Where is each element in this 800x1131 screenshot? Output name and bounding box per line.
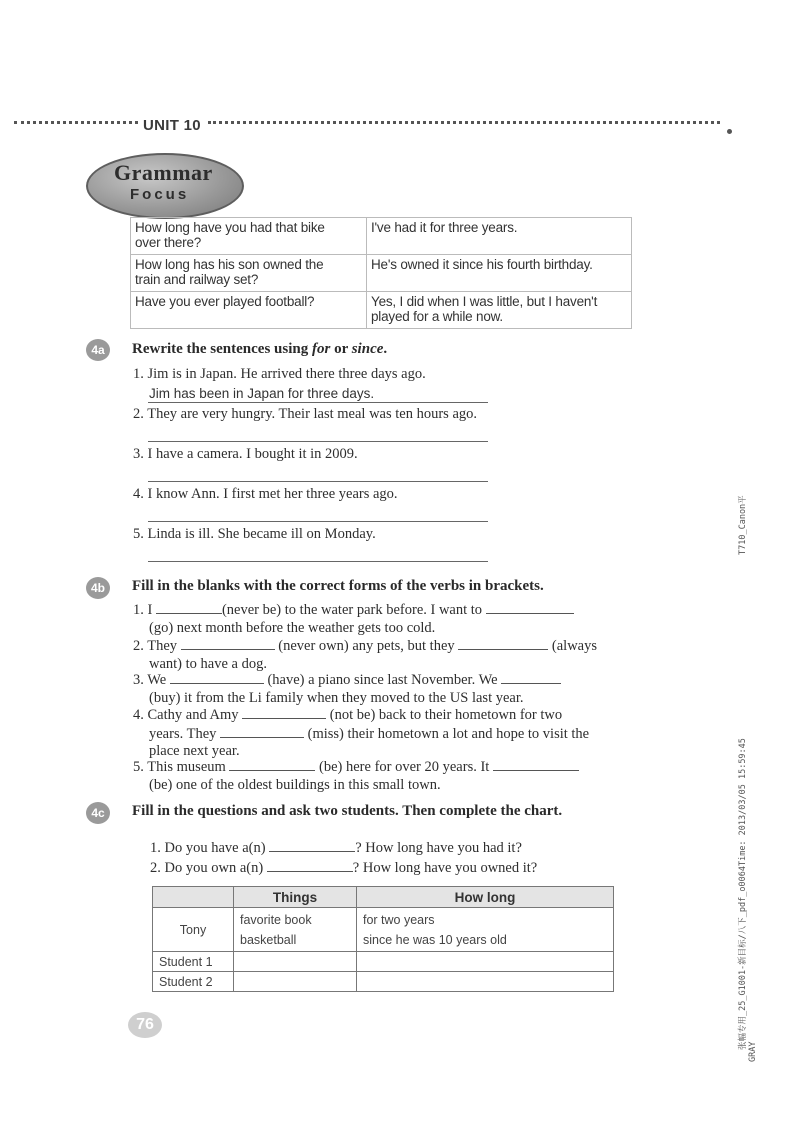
student-name: Tony xyxy=(153,908,234,952)
answer-line-2[interactable] xyxy=(148,441,488,442)
blank-input[interactable] xyxy=(170,671,264,684)
grammar-title: Grammar xyxy=(114,160,213,185)
exercise-4b-item-4: 4. Cathy and Amy (not be) back to their hometown for two years. They (miss) their hometown a lot and hope to visit the place next year. xyxy=(133,707,590,759)
blank-input[interactable] xyxy=(269,839,355,852)
table-row xyxy=(153,952,614,972)
blank-input[interactable] xyxy=(501,671,561,684)
focus-title: Focus xyxy=(130,186,190,203)
section-4b-icon: 4b xyxy=(86,577,110,599)
blank-input[interactable] xyxy=(458,637,548,650)
table-row xyxy=(153,972,614,992)
things-cell: favorite book basketball xyxy=(234,908,357,952)
chart-header-things: Things xyxy=(234,887,357,908)
header-dotted-rule-right xyxy=(208,121,720,138)
answer-line-3[interactable] xyxy=(148,481,488,482)
answer-line-1[interactable] xyxy=(148,402,488,403)
grammar-question: How long have you had that bike over there? xyxy=(131,218,367,255)
exercise-4a-item-5: 5. Linda is ill. She became ill on Monday. xyxy=(133,526,376,542)
exercise-4a-item-2: 2. They are very hungry. Their last meal was ten hours ago. xyxy=(133,406,478,422)
blank-input[interactable] xyxy=(267,859,353,872)
margin-stamp-gray: GRAY xyxy=(748,1041,758,1062)
answer-line-5[interactable] xyxy=(148,561,488,562)
blank-input[interactable] xyxy=(220,725,304,738)
exercise-4b-item-5: 5. This museum (be) here for over 20 years. It (be) one of the oldest buildings in this small town. xyxy=(133,758,633,794)
blank-input[interactable] xyxy=(493,758,579,771)
grammar-answer: Yes, I did when I was little, but I haven't played for a while now. xyxy=(367,292,632,329)
exercise-4b-item-1: 1. I (never be) to the water park before. I want to (go) next month before the weather gets too cold. xyxy=(133,601,633,637)
exercise-4a-item-1: 1. Jim is in Japan. He arrived there three days ago. xyxy=(133,366,426,382)
grammar-question: How long has his son owned the train and railway set? xyxy=(131,255,367,292)
blank-input[interactable] xyxy=(156,601,222,614)
grammar-answer: He's owned it since his fourth birthday. xyxy=(367,255,632,292)
header-dotted-rule-left xyxy=(14,121,138,138)
table-row xyxy=(131,218,632,255)
blank-input[interactable] xyxy=(242,706,326,719)
exercise-4b-item-3: 3. We (have) a piano since last November. We (buy) it from the Li family when they moved to the US last year. xyxy=(133,671,633,707)
chart-header-empty xyxy=(153,887,234,908)
page-number: 76 xyxy=(128,1012,162,1038)
how-long-cell[interactable] xyxy=(357,952,614,972)
grammar-answer: I've had it for three years. xyxy=(367,218,632,255)
unit-title: UNIT 10 xyxy=(143,117,201,134)
table-row xyxy=(153,908,614,952)
exercise-4c-question-1: 1. Do you have a(n) ? How long have you had it? xyxy=(150,840,522,856)
margin-stamp-bottom: 张幅专用_25_G1001-新目标/八下_pdf_o0064Time: 2013/03/05 15:59:45 xyxy=(738,738,748,1050)
blank-input[interactable] xyxy=(486,601,574,614)
section-4a-title: Rewrite the sentences using for or since. xyxy=(132,341,388,357)
grammar-focus-table xyxy=(130,217,632,329)
how-long-cell[interactable] xyxy=(357,972,614,992)
grammar-question: Have you ever played football? xyxy=(131,292,367,329)
exercise-4a-item-3: 3. I have a camera. I bought it in 2009. xyxy=(133,446,358,462)
blank-input[interactable] xyxy=(181,637,275,650)
exercise-4a-item-4: 4. I know Ann. I first met her three years ago. xyxy=(133,486,398,502)
chart-header-row xyxy=(153,887,614,908)
things-cell[interactable] xyxy=(234,972,357,992)
answer-line-4[interactable] xyxy=(148,521,488,522)
header-end-dot xyxy=(727,129,732,134)
survey-chart xyxy=(152,886,614,992)
exercise-4b-item-2: 2. They (never own) any pets, but they (always want) to have a dog. xyxy=(133,638,597,672)
section-4c-title: Fill in the questions and ask two students. Then complete the chart. xyxy=(132,803,563,819)
section-4c-icon: 4c xyxy=(86,802,110,824)
section-4b-title: Fill in the blanks with the correct forms of the verbs in brackets. xyxy=(132,578,544,594)
student-name: Student 1 xyxy=(153,952,234,972)
table-row xyxy=(131,255,632,292)
student-name: Student 2 xyxy=(153,972,234,992)
table-row xyxy=(131,292,632,329)
things-cell[interactable] xyxy=(234,952,357,972)
margin-stamp-top: T710_Canon平 xyxy=(738,495,748,555)
example-answer: Jim has been in Japan for three days. xyxy=(149,386,375,401)
chart-header-how-long: How long xyxy=(357,887,614,908)
exercise-4c-question-2: 2. Do you own a(n) ? How long have you owned it? xyxy=(150,860,538,876)
how-long-cell: for two years since he was 10 years old xyxy=(357,908,614,952)
blank-input[interactable] xyxy=(229,758,315,771)
section-4a-icon: 4a xyxy=(86,339,110,361)
